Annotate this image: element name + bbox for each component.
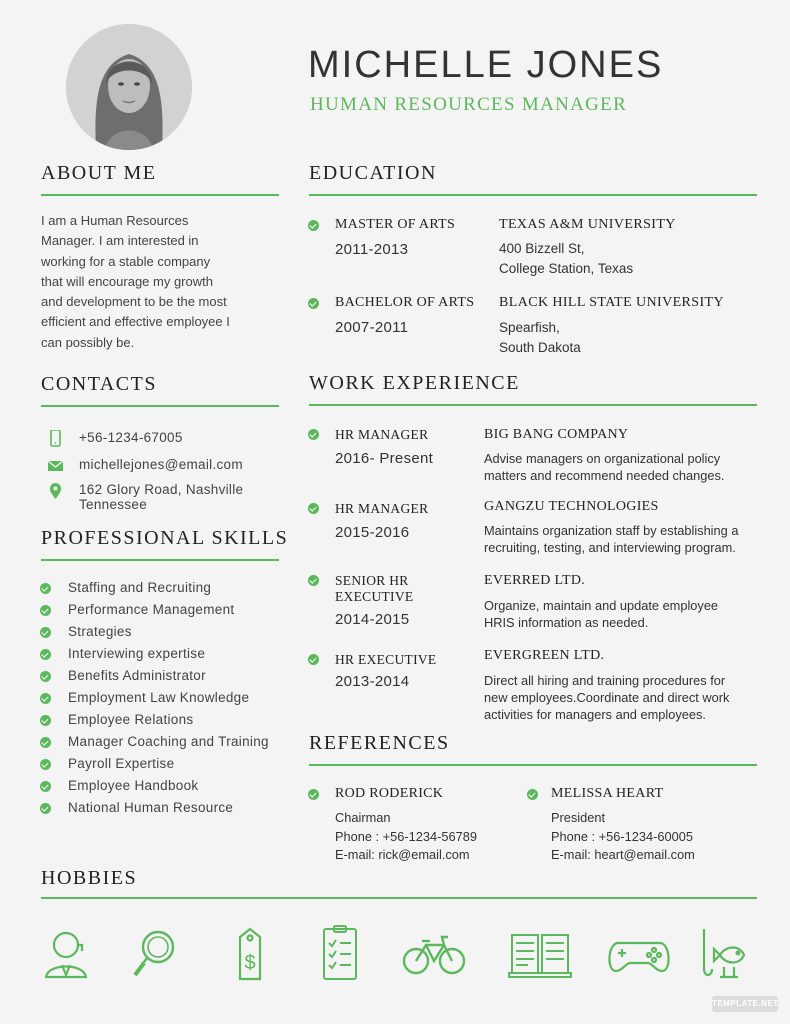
about-line: can possibly be. <box>41 334 135 350</box>
check-icon <box>40 759 51 770</box>
check-icon <box>40 781 51 792</box>
candidate-title: HUMAN RESOURCES MANAGER <box>310 94 628 115</box>
education-school: TEXAS A&M UNIVERSITY <box>499 217 676 232</box>
check-icon <box>308 429 319 440</box>
references-heading: REFERENCES <box>309 732 450 754</box>
phone-icon <box>46 430 66 448</box>
about-line: I am a Human Resources <box>41 213 189 228</box>
check-icon <box>527 789 538 800</box>
check-icon <box>40 693 51 704</box>
job-years: 2016- Present <box>335 450 434 467</box>
profile-photo <box>66 24 192 150</box>
about-line: Manager. I am interested in <box>41 233 199 249</box>
reference-email[interactable]: E-mail: heart@email.com <box>551 847 695 862</box>
resume-page: MICHELLE JONES HUMAN RESOURCES MANAGER ABOUT ME I am a Human Resources Manager. I am interested in working for a stable company that will encourage my growth and development to be the most efficient and effective employee I can possibly be. CONTACTS +56-1234-67005 michellejones@email.com 162 Glory Road, Nashville Tennessee PROFESSIONAL SKILLS Staffing and Recruiting Performance Management Strategies Interviewing expertise Benefits Administrator Employment Law Knowledge Employee Relations Manager Coaching and Training Payroll Expertise Employee Handbook National Human Resource EDUCATION MASTER OF ARTS 2011-2013 TEXAS A&M UNIVERSITY 400 Bizzell St, College Station, Texas BACHELOR OF ARTS 2007-2011 BLACK HILL STATE UNIVERSITY Spearfish, South Dakota WORK EXPERIENCE HR MANAGER 2016- Present BIG BANG COMPANY Advise managers on organizational policy matters and recommend needed changes. HR MANAGER 2015-2016 GANGZU TECHNOLOGIES Maintains organization staff by establishing a recruiting, testing, and interviewing program. SENIOR HR EXECUTIVE 2014-2015 EVERRED LTD. Organize, maintain and update employee HRIS information as needed. HR EXECUTIVE 2013-2014 EVERGREEN LTD. Direct all hiring and training procedures for new employees.Coordinate and direct work activities for managers and employees. REFERENCES ROD RODERICK Chairman Phone : +56-1234-56789 E-mail: rick@email.com MELISSA HEART President Phone : +56-1234-60005 E-mail: heart@email.com HOBBIES $ TEMPLATE.NET <box>0 0 790 1024</box>
check-icon <box>308 654 319 665</box>
check-icon <box>40 627 51 638</box>
contact-phone[interactable]: +56-1234-67005 <box>79 430 183 445</box>
education-address: College Station, Texas <box>499 261 634 276</box>
education-rule <box>309 194 757 196</box>
contact-email[interactable]: michellejones@email.com <box>79 457 243 472</box>
education-degree: BACHELOR OF ARTS <box>335 295 475 310</box>
mail-icon <box>46 457 66 475</box>
reference-name: ROD RODERICK <box>335 786 444 801</box>
magnifier-icon <box>130 925 200 985</box>
about-heading: ABOUT ME <box>41 162 157 184</box>
job-title: HR MANAGER <box>335 501 429 516</box>
check-icon <box>308 220 319 231</box>
job-years: 2013-2014 <box>335 673 410 690</box>
education-address: Spearfish, <box>499 320 560 335</box>
references-rule <box>309 764 757 766</box>
about-line: and development to be the most <box>41 294 227 310</box>
contacts-rule <box>41 405 279 407</box>
person-icon <box>36 925 106 985</box>
fishing-icon <box>694 925 764 985</box>
svg-text:$: $ <box>244 952 256 974</box>
about-line: that will encourage my growth <box>41 273 213 289</box>
education-heading: EDUCATION <box>309 162 437 184</box>
education-years: 2007-2011 <box>335 319 409 336</box>
education-degree: MASTER OF ARTS <box>335 217 456 232</box>
reference-role: Chairman <box>335 810 391 825</box>
job-years: 2014-2015 <box>335 611 410 628</box>
job-description: Direct all hiring and training procedures for new employees.Coordinate and direct work activities for managers and employees. <box>484 673 730 722</box>
job-description: Advise managers on organizational policy matters and recommend needed changes. <box>484 451 725 483</box>
candidate-name: MICHELLE JONES <box>308 44 664 86</box>
check-icon <box>308 503 319 514</box>
skills-heading: PROFESSIONAL SKILLS <box>41 527 289 549</box>
check-icon <box>40 605 51 616</box>
contact-address-line1: 162 Glory Road, Nashville <box>79 482 244 497</box>
education-school: BLACK HILL STATE UNIVERSITY <box>499 295 724 310</box>
job-company: EVERGREEN LTD. <box>484 648 605 663</box>
reference-email[interactable]: E-mail: rick@email.com <box>335 847 470 862</box>
about-line: efficient and effective employee I <box>41 314 230 330</box>
check-icon <box>40 737 51 748</box>
job-years: 2015-2016 <box>335 524 410 541</box>
check-icon <box>308 298 319 309</box>
check-icon <box>40 803 51 814</box>
job-company: BIG BANG COMPANY <box>484 427 629 442</box>
check-icon <box>40 649 51 660</box>
location-pin-icon <box>46 482 66 500</box>
reference-role: President <box>551 810 606 825</box>
hobbies-heading: HOBBIES <box>41 867 138 889</box>
reference-phone[interactable]: Phone : +56-1234-60005 <box>551 829 693 844</box>
job-company: EVERRED LTD. <box>484 573 586 588</box>
education-address: South Dakota <box>499 340 581 355</box>
job-company: GANGZU TECHNOLOGIES <box>484 499 659 514</box>
reference-phone[interactable]: Phone : +56-1234-56789 <box>335 829 477 844</box>
check-icon <box>40 671 51 682</box>
open-book-icon <box>506 925 576 985</box>
money-tag-icon <box>222 925 292 985</box>
checklist-icon <box>314 925 384 985</box>
check-icon <box>40 715 51 726</box>
work-heading: WORK EXPERIENCE <box>309 372 520 394</box>
job-title: SENIOR HR <box>335 573 409 588</box>
job-title: HR MANAGER <box>335 427 429 442</box>
job-description: Organize, maintain and update employee HRIS information as needed. <box>484 598 719 630</box>
check-icon <box>308 789 319 800</box>
education-years: 2011-2013 <box>335 241 409 258</box>
contact-address-line2: Tennessee <box>79 497 147 512</box>
gamepad-icon <box>604 925 674 985</box>
job-description: Maintains organization staff by establishing a recruiting, testing, and interviewing program. <box>484 523 739 555</box>
about-line: working for a stable company <box>41 253 211 269</box>
check-icon <box>308 575 319 586</box>
job-title: HR EXECUTIVE <box>335 652 437 667</box>
reference-name: MELISSA HEART <box>551 786 664 801</box>
check-icon <box>40 583 51 594</box>
watermark: TEMPLATE.NET <box>712 996 778 1012</box>
education-address: 400 Bizzell St, <box>499 241 585 256</box>
work-rule <box>309 404 757 406</box>
contacts-heading: CONTACTS <box>41 373 157 395</box>
skills-rule <box>41 559 279 561</box>
hobbies-rule <box>41 897 757 899</box>
about-text <box>41 211 271 353</box>
bicycle-icon <box>400 925 470 985</box>
about-rule <box>41 194 279 196</box>
job-title-line2: EXECUTIVE <box>335 589 414 604</box>
